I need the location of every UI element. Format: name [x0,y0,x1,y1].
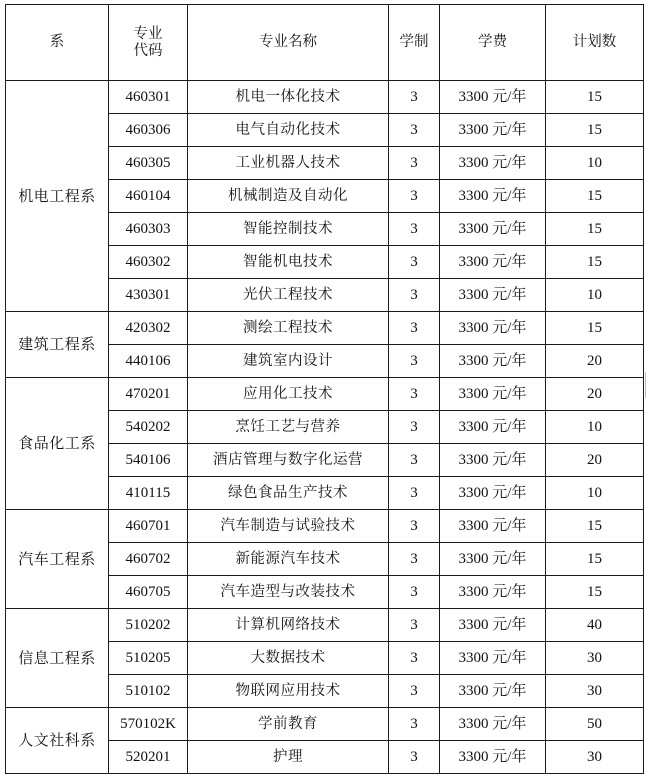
years-cell: 3 [389,609,440,642]
years-cell: 3 [389,543,440,576]
major-code-cell: 460104 [109,180,188,213]
fee-cell: 3300 元/年 [440,81,546,114]
quota-cell: 40 [546,609,644,642]
quota-cell: 10 [546,279,644,312]
major-name-cell: 大数据技术 [188,642,389,675]
quota-cell: 20 [546,378,644,411]
years-cell: 3 [389,708,440,741]
major-code-cell: 470201 [109,378,188,411]
major-name-cell: 护理 [188,741,389,774]
fee-cell: 3300 元/年 [440,312,546,345]
years-cell: 3 [389,444,440,477]
header-major-name: 专业名称 [188,5,389,81]
years-cell: 3 [389,576,440,609]
major-code-cell: 460306 [109,114,188,147]
page-edge-mark [645,372,652,398]
header-code [109,5,188,81]
table-row [6,708,644,741]
quota-cell: 50 [546,708,644,741]
table-row [6,510,644,543]
department-cell: 人文社科系 [6,708,109,774]
fee-cell: 3300 元/年 [440,642,546,675]
major-name-cell: 物联网应用技术 [188,675,389,708]
major-name-cell: 汽车制造与试验技术 [188,510,389,543]
table-row [6,609,644,642]
enrollment-plan-table [5,4,644,774]
quota-cell: 15 [546,312,644,345]
header-years: 学制 [389,5,440,81]
quota-cell: 15 [546,543,644,576]
major-name-cell: 酒店管理与数字化运营 [188,444,389,477]
major-name-cell: 智能控制技术 [188,213,389,246]
fee-cell: 3300 元/年 [440,708,546,741]
major-code-cell: 510202 [109,609,188,642]
quota-cell: 10 [546,477,644,510]
major-code-cell: 510205 [109,642,188,675]
years-cell: 3 [389,642,440,675]
fee-cell: 3300 元/年 [440,378,546,411]
fee-cell: 3300 元/年 [440,444,546,477]
quota-cell: 30 [546,741,644,774]
major-name-cell: 工业机器人技术 [188,147,389,180]
fee-cell: 3300 元/年 [440,345,546,378]
header-code-line2: 代码 [133,42,163,59]
department-cell: 食品化工系 [6,378,109,510]
quota-cell: 15 [546,180,644,213]
years-cell: 3 [389,477,440,510]
years-cell: 3 [389,675,440,708]
major-code-cell: 570102K [109,708,188,741]
years-cell: 3 [389,114,440,147]
major-name-cell: 绿色食品生产技术 [188,477,389,510]
header-dept: 系 [6,5,109,81]
years-cell: 3 [389,81,440,114]
years-cell: 3 [389,213,440,246]
major-code-cell: 460705 [109,576,188,609]
major-name-cell: 电气自动化技术 [188,114,389,147]
major-code-cell: 420302 [109,312,188,345]
fee-cell: 3300 元/年 [440,411,546,444]
fee-cell: 3300 元/年 [440,675,546,708]
major-name-cell: 汽车造型与改装技术 [188,576,389,609]
department-cell: 汽车工程系 [6,510,109,609]
major-name-cell: 机械制造及自动化 [188,180,389,213]
quota-cell: 20 [546,444,644,477]
header-fee: 学费 [440,5,546,81]
quota-cell: 30 [546,675,644,708]
table-row [6,81,644,114]
quota-cell: 10 [546,411,644,444]
fee-cell: 3300 元/年 [440,510,546,543]
table-row [6,312,644,345]
quota-cell: 20 [546,345,644,378]
major-name-cell: 测绘工程技术 [188,312,389,345]
major-code-cell: 510102 [109,675,188,708]
fee-cell: 3300 元/年 [440,543,546,576]
major-name-cell: 计算机网络技术 [188,609,389,642]
fee-cell: 3300 元/年 [440,180,546,213]
major-name-cell: 建筑室内设计 [188,345,389,378]
years-cell: 3 [389,741,440,774]
table-header-row [6,5,644,81]
years-cell: 3 [389,411,440,444]
fee-cell: 3300 元/年 [440,213,546,246]
quota-cell: 15 [546,576,644,609]
header-code-line1: 专业 [133,25,163,42]
quota-cell: 15 [546,114,644,147]
years-cell: 3 [389,279,440,312]
fee-cell: 3300 元/年 [440,576,546,609]
major-code-cell: 460702 [109,543,188,576]
quota-cell: 15 [546,213,644,246]
fee-cell: 3300 元/年 [440,609,546,642]
major-code-cell: 430301 [109,279,188,312]
table-body [6,81,644,774]
major-name-cell: 智能机电技术 [188,246,389,279]
years-cell: 3 [389,345,440,378]
major-name-cell: 应用化工技术 [188,378,389,411]
major-code-cell: 440106 [109,345,188,378]
years-cell: 3 [389,246,440,279]
major-name-cell: 机电一体化技术 [188,81,389,114]
fee-cell: 3300 元/年 [440,477,546,510]
quota-cell: 10 [546,147,644,180]
major-code-cell: 540106 [109,444,188,477]
years-cell: 3 [389,180,440,213]
fee-cell: 3300 元/年 [440,246,546,279]
years-cell: 3 [389,510,440,543]
fee-cell: 3300 元/年 [440,114,546,147]
years-cell: 3 [389,378,440,411]
major-code-cell: 460301 [109,81,188,114]
quota-cell: 15 [546,510,644,543]
major-code-cell: 460305 [109,147,188,180]
major-code-cell: 460303 [109,213,188,246]
major-name-cell: 新能源汽车技术 [188,543,389,576]
header-quota: 计划数 [546,5,644,81]
major-name-cell: 学前教育 [188,708,389,741]
table-row [6,378,644,411]
department-cell: 建筑工程系 [6,312,109,378]
major-code-cell: 460302 [109,246,188,279]
major-code-cell: 410115 [109,477,188,510]
major-code-cell: 520201 [109,741,188,774]
quota-cell: 30 [546,642,644,675]
years-cell: 3 [389,147,440,180]
department-cell: 信息工程系 [6,609,109,708]
quota-cell: 15 [546,246,644,279]
years-cell: 3 [389,312,440,345]
department-cell: 机电工程系 [6,81,109,312]
fee-cell: 3300 元/年 [440,279,546,312]
fee-cell: 3300 元/年 [440,741,546,774]
major-code-cell: 460701 [109,510,188,543]
major-code-cell: 540202 [109,411,188,444]
major-name-cell: 烹饪工艺与营养 [188,411,389,444]
fee-cell: 3300 元/年 [440,147,546,180]
major-name-cell: 光伏工程技术 [188,279,389,312]
quota-cell: 15 [546,81,644,114]
